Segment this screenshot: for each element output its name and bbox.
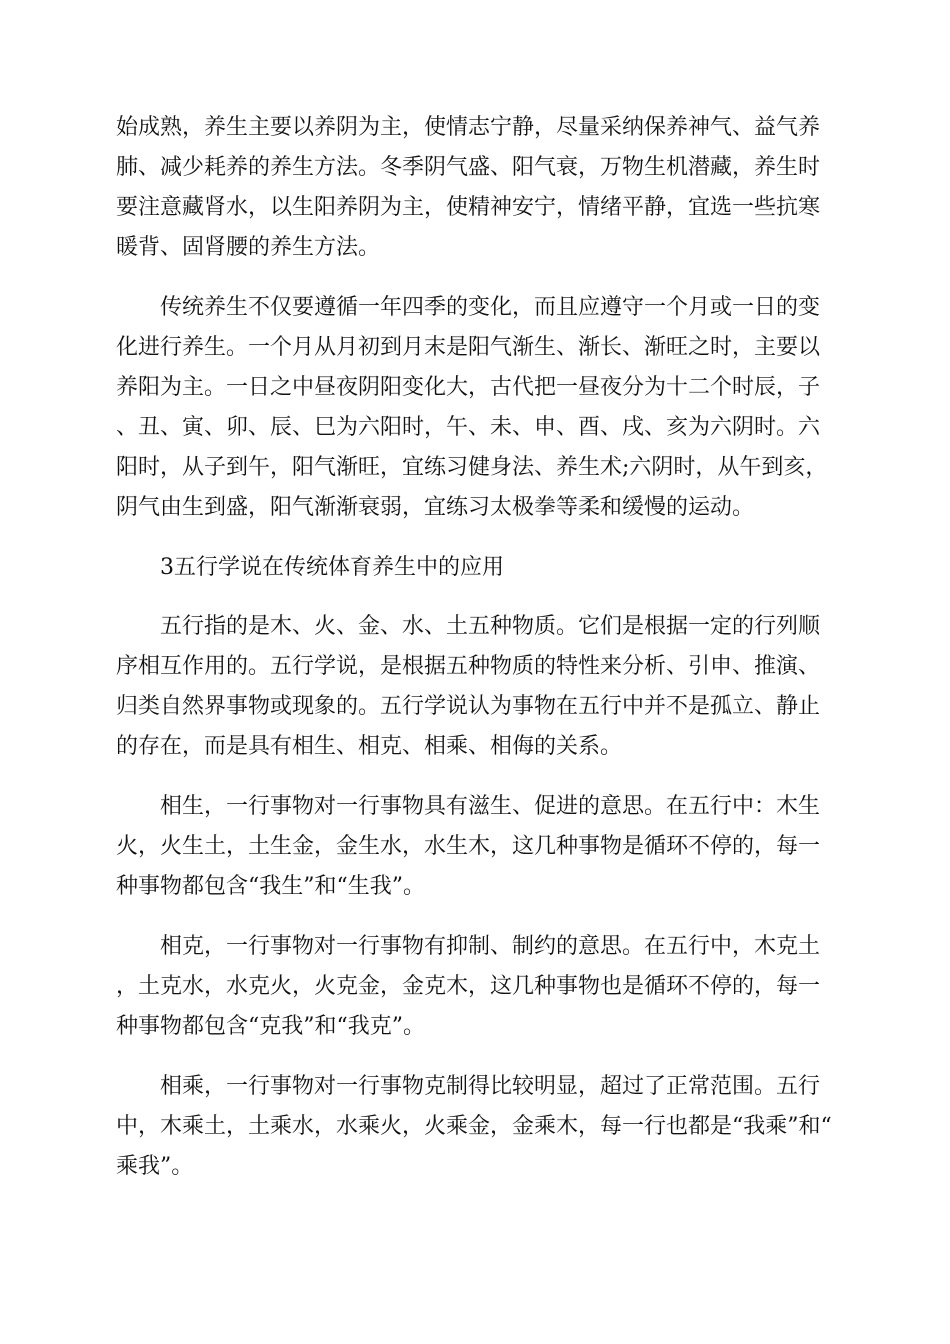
- section-heading-five-elements: 3五行学说在传统体育养生中的应用: [160, 555, 504, 580]
- paragraph-autumn-winter: 始成熟，养生主要以养阴为主，使情志宁静，尽量采纳保养神气、益气养肺、减少耗养的养生方法。冬季阴气盛、阳气衰，万物生机潜藏，养生时要注意藏肾水，以生阳养阴为主，使精神安宁，情绪平静，宜选一些抗寒暖背、固肾腰的养生方法。: [116, 115, 821, 260]
- document-body: [116, 108, 832, 1207]
- paragraph-mutual-generation: 相生，一行事物对一行事物具有滋生、促进的意思。在五行中：木生火，火生土，土生金，金生水，水生木，这几种事物是循环不停的，每一种事物都包含“我生”和“生我”。: [116, 794, 821, 899]
- paragraph-month-day-cycle: 传统养生不仅要遵循一年四季的变化，而且应遵守一个月或一日的变化进行养生。一个月从月初到月末是阳气渐生、渐长、渐旺之时，主要以养阳为主。一日之中昼夜阴阳变化大，古代把一昼夜分为十二个时辰，子、丑、寅、卯、辰、巳为六阳时，午、未、申、酉、戌、亥为六阴时。六阳时，从子到午，阳气渐旺，宜练习健身法、养生术;六阴时，从午到亥，阴气由生到盛，阳气渐渐衰弱，宜练习太极拳等柔和缓慢的运动。: [116, 295, 828, 520]
- paragraph-five-elements-intro: 五行指的是木、火、金、水、土五种物质。它们是根据一定的行列顺序相互作用的。五行学说，是根据五种物质的特性来分析、引申、推演、归类自然界事物或现象的。五行学说认为事物在五行中并不是孤立、静止的存在，而是具有相生、相克、相乘、相侮的关系。: [116, 614, 821, 759]
- paragraph-over-restriction: 相乘，一行事物对一行事物克制得比较明显，超过了正常范围。五行中，木乘土，土乘水，水乘火，火乘金，金乘木，每一行也都是“我乘”和“乘我”。: [116, 1074, 832, 1179]
- paragraph-mutual-restriction: 相克，一行事物对一行事物有抑制、制约的意思。在五行中，木克土，土克水，水克火，火克金，金克木，这几种事物也是循环不停的，每一种事物都包含“克我”和“我克”。: [116, 934, 821, 1039]
